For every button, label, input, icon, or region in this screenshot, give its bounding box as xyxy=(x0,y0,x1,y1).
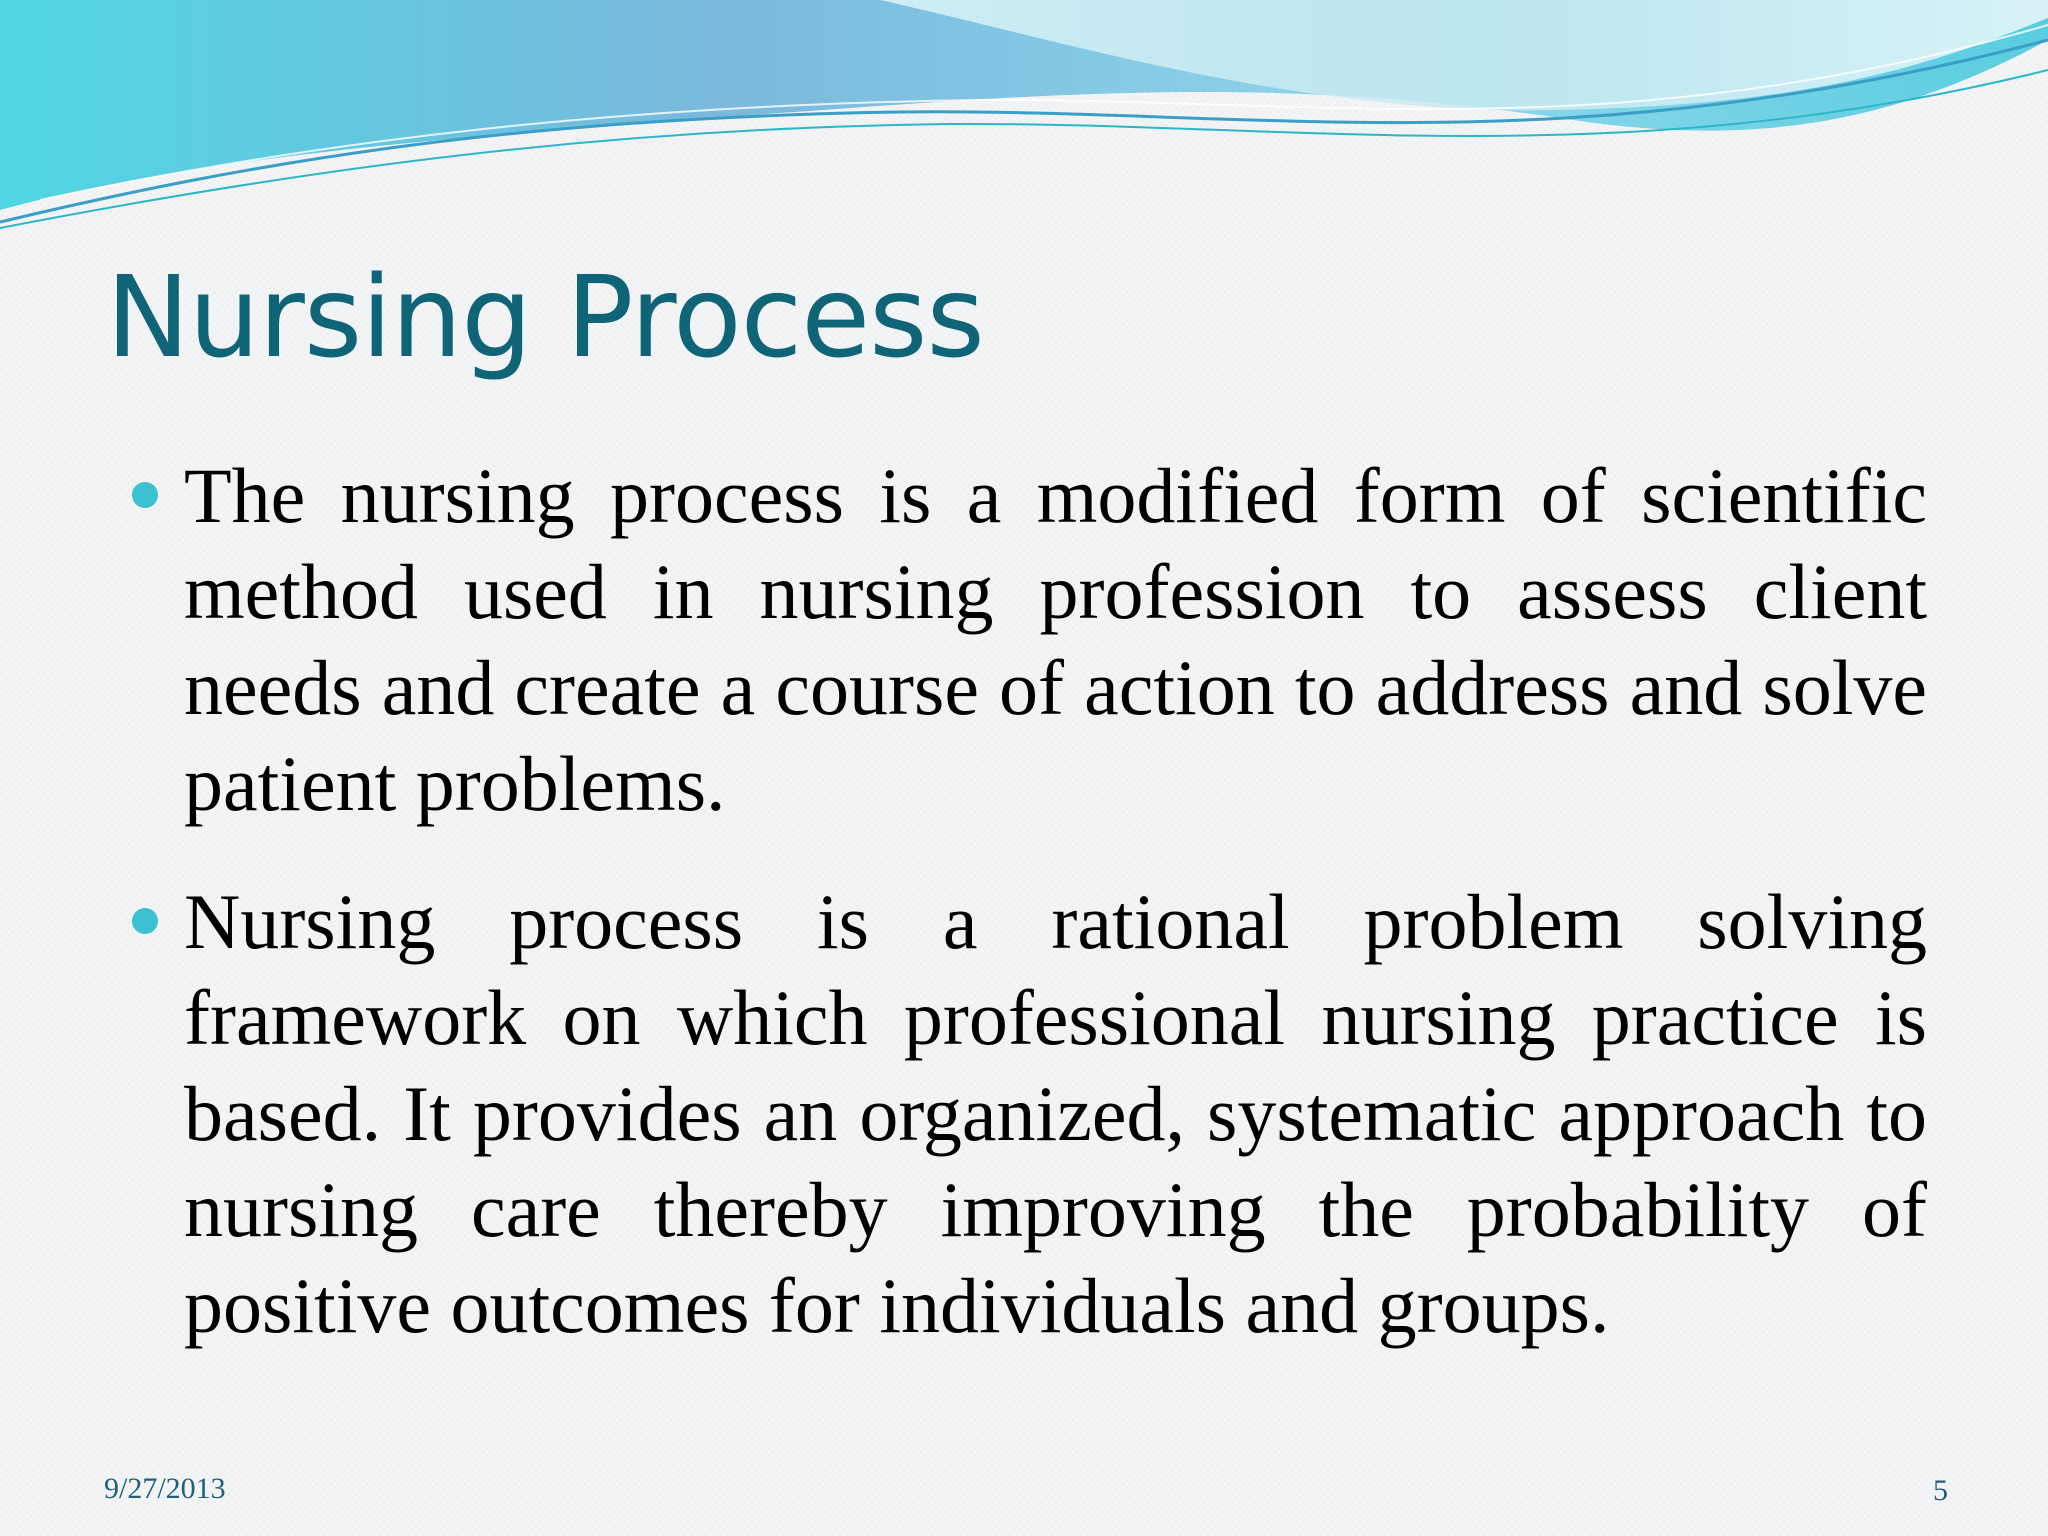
bullet-item xyxy=(132,448,1927,832)
bullet-list xyxy=(132,448,1927,1396)
bullet-text: The nursing process is a modified form of scientific method used in nursing profession to assess client needs and create a course of action to address and solve patient problems. xyxy=(184,452,1927,827)
footer-date: 9/27/2013 xyxy=(104,1472,226,1505)
header-wave-decoration xyxy=(0,0,2048,240)
bullet-item xyxy=(132,874,1927,1354)
slide-number: 5 xyxy=(1933,1474,1948,1507)
bullet-dot-icon xyxy=(132,908,158,934)
bullet-text: Nursing process is a rational problem solving framework on which professional nursing practice is based. It provides an organized, systematic approach to nursing care thereby improving the probability of positive outcomes for individuals and groups. xyxy=(184,878,1927,1349)
bullet-dot-icon xyxy=(132,482,158,508)
slide-title: Nursing Process xyxy=(106,253,984,383)
